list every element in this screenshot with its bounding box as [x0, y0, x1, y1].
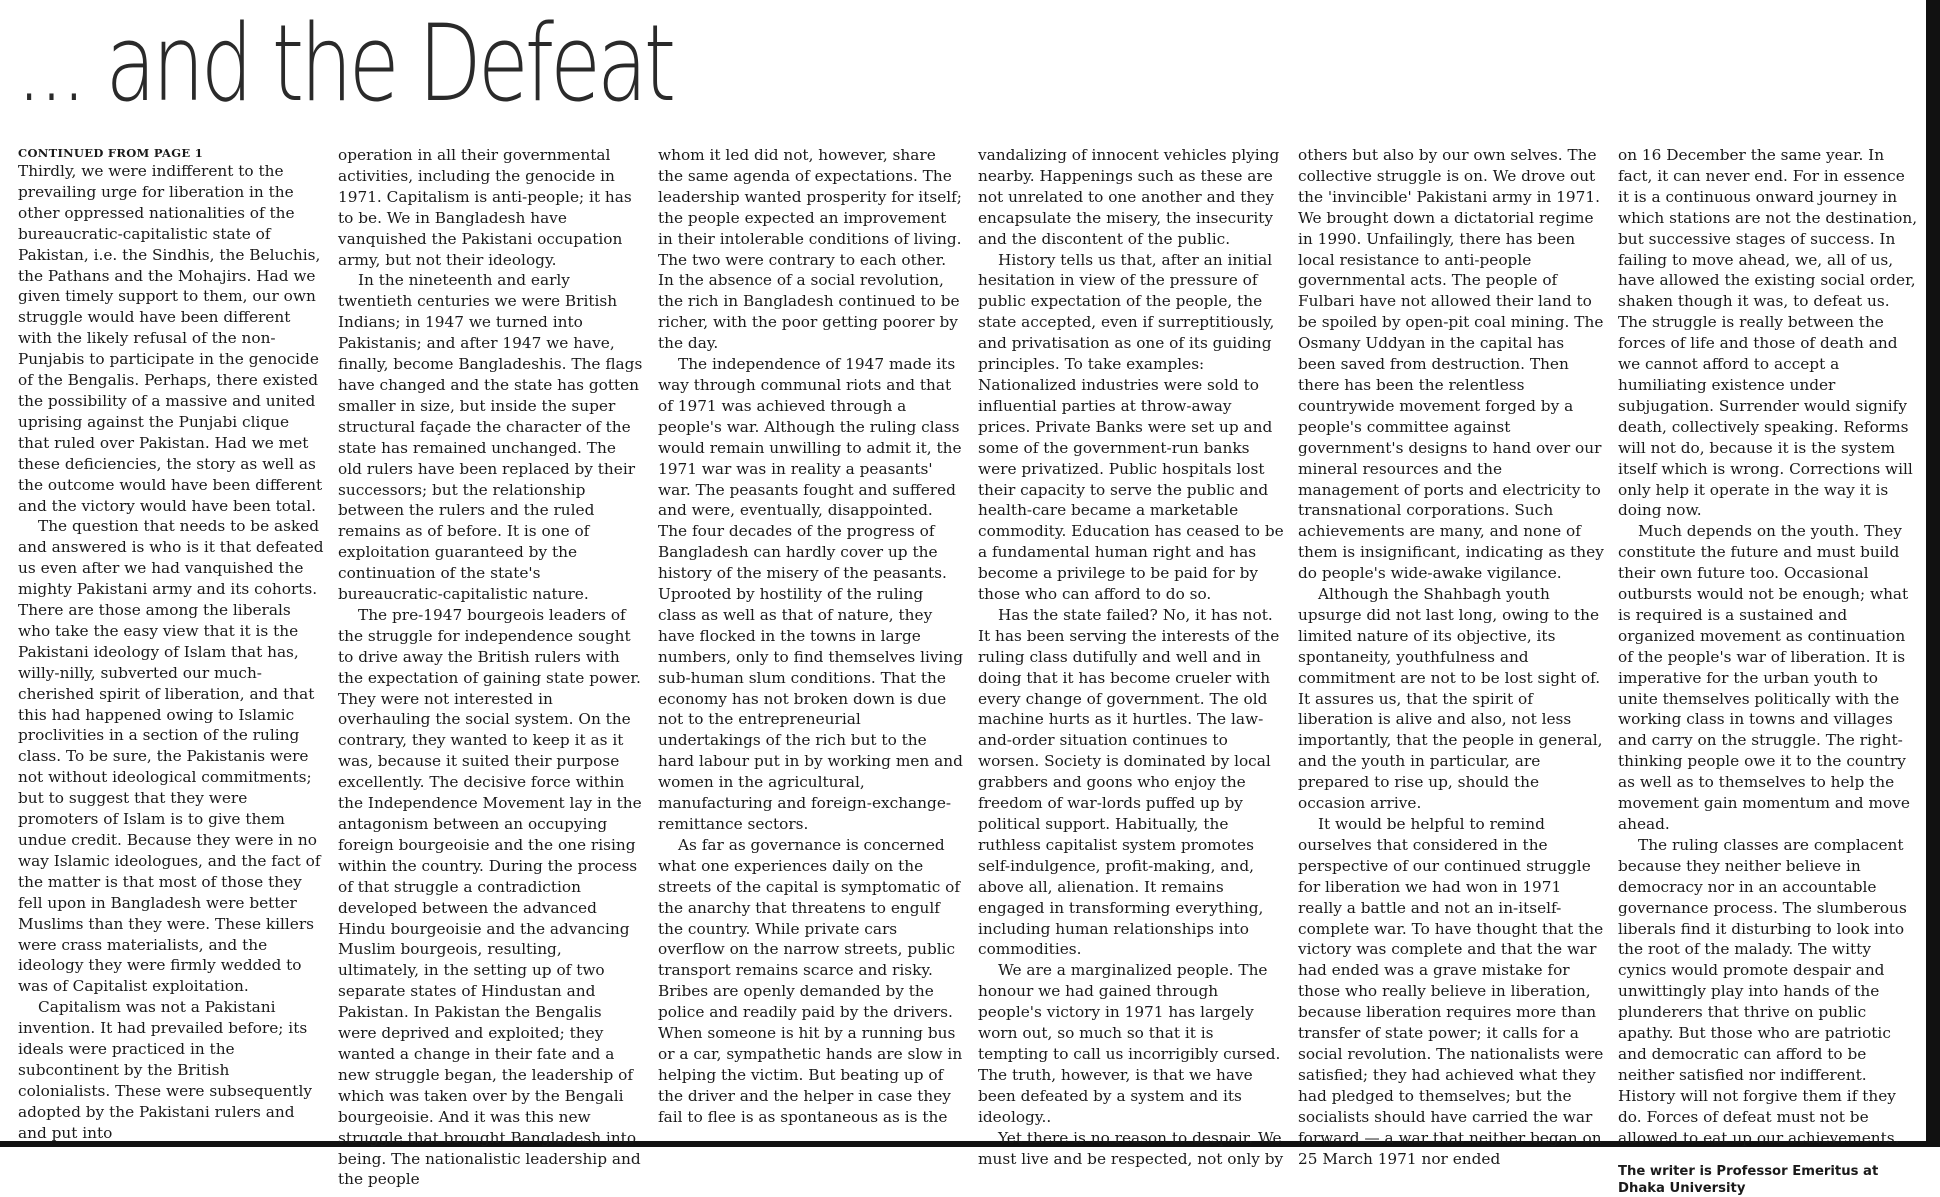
paragraph: Yet there is no reason to despair. We must live and be respected, not only by	[978, 1128, 1284, 1168]
paragraph: Thirdly, we were indifferent to the prevailing urge for liberation in the other oppressed nationalities of the bureaucratic-capitalistic state of Pakistan, i.e. the Sindhis, the Beluchis, the Pathans and the Mohajirs. Had we given timely support to them, our own struggle would have been different with the likely refusal of the non-Punjabis to participate in the genocide of the Bengalis. Perhaps, there existed the possibility of a massive and united uprising against the Punjabi clique that ruled over Pakistan. Had we met these deficiencies, the story as well as the outcome would have been different and the victory would have been total.	[18, 162, 323, 515]
paragraph: History tells us that, after an initial hesitation in view of the pressure of public expectation of the people, the state accepted, even if surreptitiously, and privatisation as one of its guiding principles. To take examples: Nationalized industries were sold to influential parties at throw-away prices. Private Banks were set up and some of the government-run banks were privatized. Public hospitals lost their capacity to serve the public and health-care became a marketable commodity. Education has ceased to be a fundamental human right and has become a privilege to be paid for by those who can afford to do so.	[978, 250, 1284, 604]
paragraph: operation in all their governmental activities, including the genocide in 1971. Capitalism is anti-people; it has to be. We in Bangladesh have vanquished the Pakistani occupation army, but not their ideology.	[338, 146, 632, 269]
paragraph: others but also by our own selves. The collective struggle is on. We drove out the 'invincible' Pakistani army in 1971. We brought down a dictatorial regime in 1990. Unfailingly, there has been local resistance to anti-people governmental acts. The people of Fulbari have not allowed their land to be spoiled by open-pit coal mining. The Osmany Uddyan in the capital has been saved from destruction. Then there has been the relentless countrywide movement forged by a people's committee against government's designs to hand over our mineral resources and the management of ports and electricity to transnational corporations. Such achievements are many, and none of them is insignificant, indicating as they do people's wide-awake vigilance.	[1298, 146, 1604, 583]
continued-kicker: CONTINUED FROM PAGE 1	[18, 146, 203, 160]
column-2	[338, 145, 658, 1189]
paragraph: The ruling classes are complacent because they neither believe in democracy nor in an accountable governance process. The slumberous liberals find it disturbing to look into the root of the malady. The witty cynics would promote despair and unwittingly play into hands of the plunderers that thrive on public apathy. But those who are patriotic and democratic can afford to be neither satisfied nor indifferent. History will not forgive them if they do. Forces of defeat must not be allowed to eat up our achievements.	[1618, 835, 1907, 1147]
paragraph: In the nineteenth and early twentieth centuries we were British Indians; in 1947 we turned into Pakistanis; and after 1947 we have, finally, become Bangladeshis. The flags have changed and the state has gotten smaller in size, but inside the super structural façade the character of the state has remained unchanged. The old rulers have been replaced by their successors; but the relationship between the rulers and the ruled remains as of before. It is one of exploitation guaranteed by the continuation of the state's bureaucratic-capitalistic nature.	[338, 271, 643, 604]
paragraph: As far as governance is concerned what one experiences daily on the streets of the capital is symptomatic of the anarchy that threatens to engulf the country. While private cars overflow on the narrow streets, public transport remains scarce and risky. Bribes are openly demanded by the police and readily paid by the drivers. When someone is hit by a running bus or a car, sympathetic hands are slow in helping the victim. But beating up of the driver and the helper in case they fail to flee is as spontaneous as is the	[658, 835, 963, 1126]
paragraph: The question that needs to be asked and answered is who is it that defeated us even after we had vanquished the mighty Pakistani army and its cohorts. There are those among the liberals who take the easy view that it is the Pakistani ideology of Islam that has, willy-nilly, subverted our much-cherished spirit of liberation, and that this had happened owing to Islamic proclivities in a section of the ruling class. To be sure, the Pakistanis were not without ideological commitments; but to suggest that they were promoters of Islam is to give them undue credit. Because they were in no way Islamic ideologues, and the fact of the matter is that most of those they fell upon in Bangladesh were better Muslims than they were. These killers were crass materialists, and the ideology they were firmly wedded to was of Capitalist exploitation.	[18, 517, 324, 996]
paragraph: It would be helpful to remind ourselves that considered in the perspective of our continued struggle for liberation we had won in 1971 really a battle and not an in-itself-complete war. To have thought that the victory was complete and that the war had ended was a grave mistake for those who really believe in liberation, because liberation requires more than transfer of state power; it calls for a social revolution. The nationalists were satisfied; they had achieved what they had pledged to themselves; but the socialists should have carried the war forward — a war that neither began on 25 March 1971 nor ended	[1298, 815, 1604, 1168]
column-1	[18, 145, 338, 1142]
paragraph: The independence of 1947 made its way through communal riots and that of 1971 was achieved through a people's war. Although the ruling class would remain unwilling to admit it, the 1971 war was in reality a peasants' war. The peasants fought and suffered and were, eventually, disappointed. The four decades of the progress of Bangladesh can hardly cover up the history of the misery of the peasants. Uprooted by hostility of the ruling class as well as that of nature, they have flocked in the towns in large numbers, only to find themselves living sub-human slum conditions. That the economy has not broken down is due not to the entrepreneurial undertakings of the rich but to the hard labour put in by working men and women in the agricultural, manufacturing and foreign-exchange- remittance sectors.	[658, 355, 964, 833]
paragraph: The pre-1947 bourgeois leaders of the struggle for independence sought to drive away the British rulers with the expectation of gaining state power. They were not interested in overhauling the social system. On the contrary, they wanted to keep it as it was, because it suited their purpose excellently. The decisive force within the Independence Movement lay in the antagonism between an occupying foreign bourgeoisie and the one rising within the country. During the process of that struggle a contradiction developed between the advanced Hindu bourgeoisie and the advancing Muslim bourgeois, resulting, ultimately, in the setting up of two separate states of Hindustan and Pakistan. In Pakistan the Bengalis were deprived and exploited; they wanted a change in their fate and a new struggle began, the leadership of which was taken over by the Bengali bourgeoisie. And it was this new struggle that brought Bangladesh into being. The nationalistic leadership and the people	[338, 605, 642, 1189]
paragraph: Much depends on the youth. They constitute the future and must build their own future too. Occasional outbursts would not be enough; what is required is a sustained and organized movement as continuation of the people's war of liberation. It is imperative for the urban youth to unite themselves politically with the working class in towns and villages and carry on the struggle. The right-thinking people owe it to the country as well as to themselves to help the movement gain momentum and move ahead.	[1618, 522, 1910, 833]
paragraph: Has the state failed? No, it has not. It has been serving the interests of the ruling class dutifully and well and in doing that it has become crueler with every change of government. The old machine hurts as it hurtles. The law-and-order situation continues to worsen. Society is dominated by local grabbers and goons who enjoy the freedom of war-lords puffed up by political support. Habitually, the ruthless capitalist system promotes self-indulgence, profit-making, and, above all, alienation. It remains engaged in transforming everything, including human relationships into commodities.	[978, 605, 1280, 959]
paragraph: vandalizing of innocent vehicles plying nearby. Happenings such as these are not unrelated to one another and they encapsulate the misery, the insecurity and the discontent of the public.	[978, 146, 1280, 248]
column-5	[1298, 145, 1618, 1168]
column-4	[978, 145, 1298, 1168]
column-3	[658, 145, 978, 1130]
paragraph: Capitalism was not a Pakistani invention. It had prevailed before; its ideals were practiced in the subcontinent by the British colonialists. These were subsequently adopted by the Pakistani rulers and and put into	[18, 998, 312, 1142]
column-6	[1618, 145, 1918, 1196]
article-columns	[18, 145, 1918, 1196]
headline: ... and the Defeat	[16, 2, 673, 125]
author-byline: The writer is Professor Emeritus at Dhaka University	[1618, 1163, 1879, 1196]
paragraph: whom it led did not, however, share the same agenda of expectations. The leadership wanted prosperity for itself; the people expected an improvement in their intolerable conditions of living. The two were contrary to each other. In the absence of a social revolution, the rich in Bangladesh continued to be richer, with the poor getting poorer by the day.	[658, 146, 962, 353]
paragraph: Although the Shahbagh youth upsurge did not last long, owing to the limited nature of its objective, its spontaneity, youthfulness and commitment are not to be lost sight of. It assures us, that the spirit of liberation is alive and also, not less importantly, that the people in general, and the youth in particular, are prepared to rise up, should the occasion arrive.	[1298, 585, 1603, 813]
paragraph: We are a marginalized people. The honour we had gained through people's victory in 1971 has largely worn out, so much so that it is tempting to call us incorrigibly cursed. The truth, however, is that we have been defeated by a system and its ideology..	[978, 961, 1281, 1126]
paragraph: on 16 December the same year. In fact, it can never end. For in essence it is a continuous onward journey in which stations are not the destination, but successive stages of success. In failing to move ahead, we, all of us, have allowed the existing social order, shaken though it was, to defeat us. The struggle is really between the forces of life and those of death and we cannot afford to accept a humiliating existence under subjugation. Surrender would signify death, collectively speaking. Reforms will not do, because it is the system itself which is wrong. Corrections will only help it operate in the way it is doing now.	[1618, 146, 1918, 520]
